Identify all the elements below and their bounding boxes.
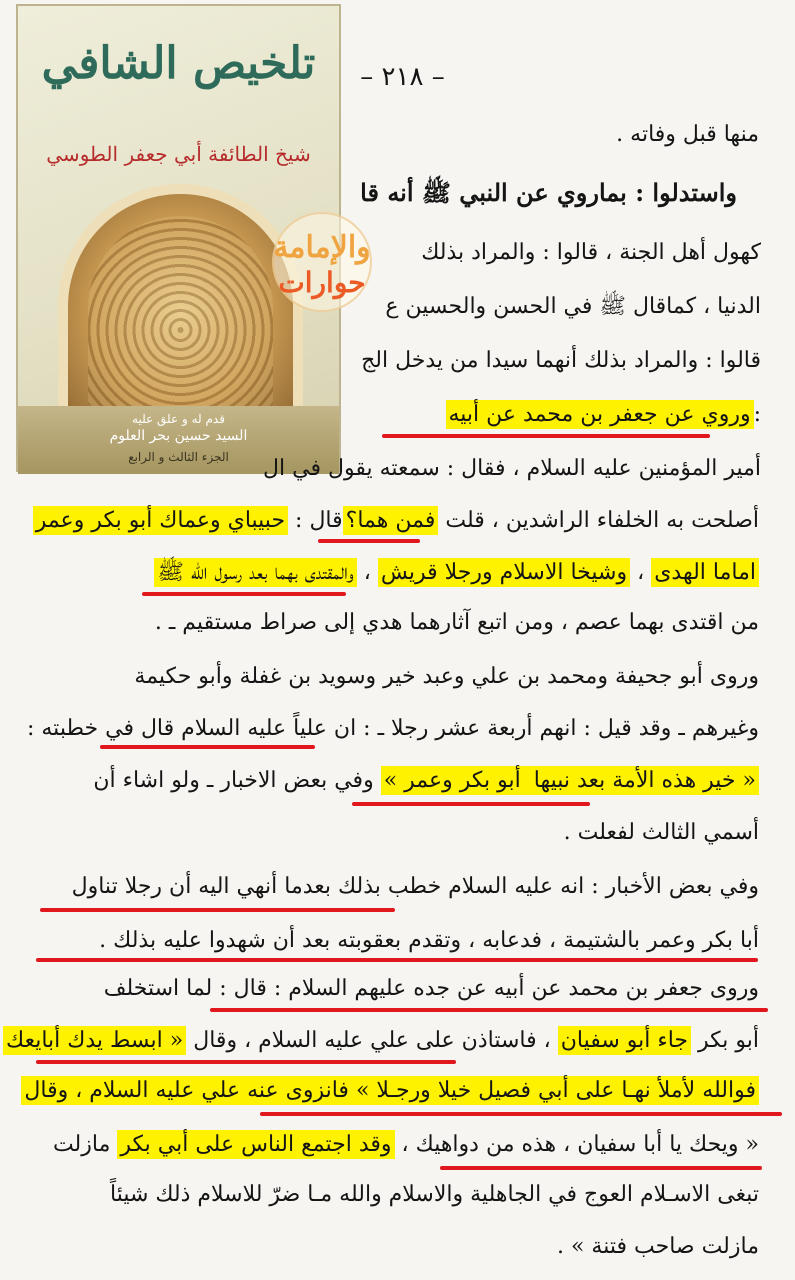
- underline-4: [100, 745, 315, 749]
- cover-volume: الجزء الثالث و الرابع: [128, 450, 229, 464]
- cover-title: تلخيص الشافي: [41, 38, 316, 89]
- text-line-20-a: « ويحك يا أبا سفيان ، هذه من دواهيك ،: [394, 1132, 759, 1157]
- text-line-18: [6, 1024, 759, 1060]
- text-line-16: أبا بكر وعمر بالشتيمة ، فدعابه ، وتقدم بعقوبته بعد أن شهدوا عليه بذلك .: [99, 928, 759, 953]
- underline-2: [318, 539, 420, 543]
- underline-3: [142, 592, 346, 596]
- underline-1: [382, 434, 710, 438]
- text-line-18-a: أبو بكر: [691, 1028, 759, 1053]
- highlight-sheikhs: وشيخا الاسلام ورجلا قريش: [378, 558, 630, 587]
- underline-5: [352, 802, 590, 806]
- text-line-6: [351, 398, 761, 434]
- text-line-4: الدنيا ، كماقال ﷺ في الحسن والحسين ع: [385, 294, 761, 319]
- watermark-line2: حوارات: [278, 266, 366, 299]
- text-line-9-sep1: ،: [630, 560, 652, 585]
- text-line-12: وغيرهم ـ وقد قيل : انهم أربعة عشر رجلا ـ : ان علياً عليه السلام قال في خطبته :: [26, 716, 759, 741]
- text-line-7: أمير المؤمنين عليه السلام ، فقال : سمعته يقول في ال: [263, 456, 761, 481]
- underline-11: [440, 1166, 762, 1170]
- underline-6: [40, 908, 395, 912]
- underline-8: [210, 1008, 768, 1012]
- text-line-5: قالوا : والمراد بذلك أنهما سيدا من يدخل الج: [361, 348, 761, 373]
- page-number: – ٢١٨ –: [360, 62, 445, 92]
- highlight-people-gathered: وقد اجتمع الناس على أبي بكر: [117, 1130, 394, 1159]
- text-line-3: كهول أهل الجنة ، قالوا : والمراد بذلك: [421, 240, 761, 265]
- text-line-22: مازلت صاحب فتنة » .: [556, 1234, 759, 1259]
- watermark-line1: والإمامة: [273, 230, 371, 265]
- highlight-fill-with-cavalry: فوالله لأملأ نهـا على أبي فصيل خيلا ورجـلا » فانزوى عنه علي عليه السلام ، وقال: [21, 1076, 759, 1105]
- text-line-9: [14, 556, 759, 592]
- text-line-13-rest: وفي بعض الاخبار ـ ولو اشاء أن: [93, 768, 381, 793]
- highlight-answer: حبيباي وعماك أبو بكر وعمر: [33, 506, 288, 535]
- text-line-13: [14, 764, 759, 800]
- text-line-15: وفي بعض الأخبار : انه عليه السلام خطب بذلك بعدما أنهي اليه أن رجلا تناول: [71, 874, 759, 899]
- cover-editor-line1: قدم له و علق عليه: [132, 412, 225, 426]
- text-line-8-a: أصلحت به الخلفاء الراشدين ، قلت: [438, 508, 759, 533]
- highlight-imams: اماما الهدى: [651, 558, 759, 587]
- highlight-best-of-ummah: « خير هذه الأمة بعد نبيها: [524, 766, 759, 795]
- highlight-question: فمن هما؟: [343, 506, 439, 535]
- underline-9: [36, 1060, 456, 1064]
- text-line-8: [14, 504, 759, 540]
- cover-author: شيخ الطائفة أبي جعفر الطوسي: [46, 142, 311, 166]
- text-line-6-end: :: [753, 402, 761, 427]
- text-line-21: تبغى الاسـلام العوج في الجاهلية والاسلام والله مـا ضرّ للاسلام ذلك شيئاً: [109, 1182, 759, 1207]
- highlight-followed: والمقتدى بهما بعد رسول الله ﷺ: [154, 558, 356, 587]
- text-line-2: واستدلوا : بماروي عن النبي ﷺ أنه قا: [360, 178, 737, 207]
- cover-editor-line2: السيد حسين بحر العلوم: [109, 428, 248, 444]
- cover-arch-pattern: [88, 216, 273, 406]
- text-line-19: [14, 1074, 759, 1110]
- underline-10: [260, 1112, 782, 1116]
- text-line-1: منها قبل وفاته .: [616, 122, 759, 147]
- text-line-11: وروى أبو جحيفة ومحمد بن علي وعبد خير وسويد بن غفلة وأبو حكيمة: [134, 664, 759, 689]
- text-line-14: أسمي الثالث لفعلت .: [563, 820, 759, 845]
- highlight-abusufyan: جاء أبو سفيان: [558, 1026, 691, 1055]
- highlight-narrator: وروي عن جعفر بن محمد عن أبيه: [446, 400, 754, 429]
- highlight-offer-allegiance: « ابسط يدك أبايعك: [3, 1026, 186, 1055]
- text-line-20-b: مازلت: [52, 1132, 118, 1157]
- highlight-abubakr-umar: أبو بكر وعمر »: [381, 766, 524, 795]
- text-line-17: وروى جعفر بن محمد عن أبيه عن جده عليهم السلام : قال : لما استخلف: [103, 976, 759, 1001]
- text-line-10: من اقتدى بهما عصم ، ومن اتبع آثارهما هدي إلى صراط مستقيم ـ .: [154, 610, 759, 635]
- underline-7: [36, 958, 758, 962]
- text-line-9-sep2: ،: [356, 560, 378, 585]
- text-line-18-b: ، فاستاذن على علي عليه السلام ، وقال: [186, 1028, 558, 1053]
- text-line-8-b: قال :: [288, 508, 343, 533]
- text-line-20: [14, 1128, 759, 1164]
